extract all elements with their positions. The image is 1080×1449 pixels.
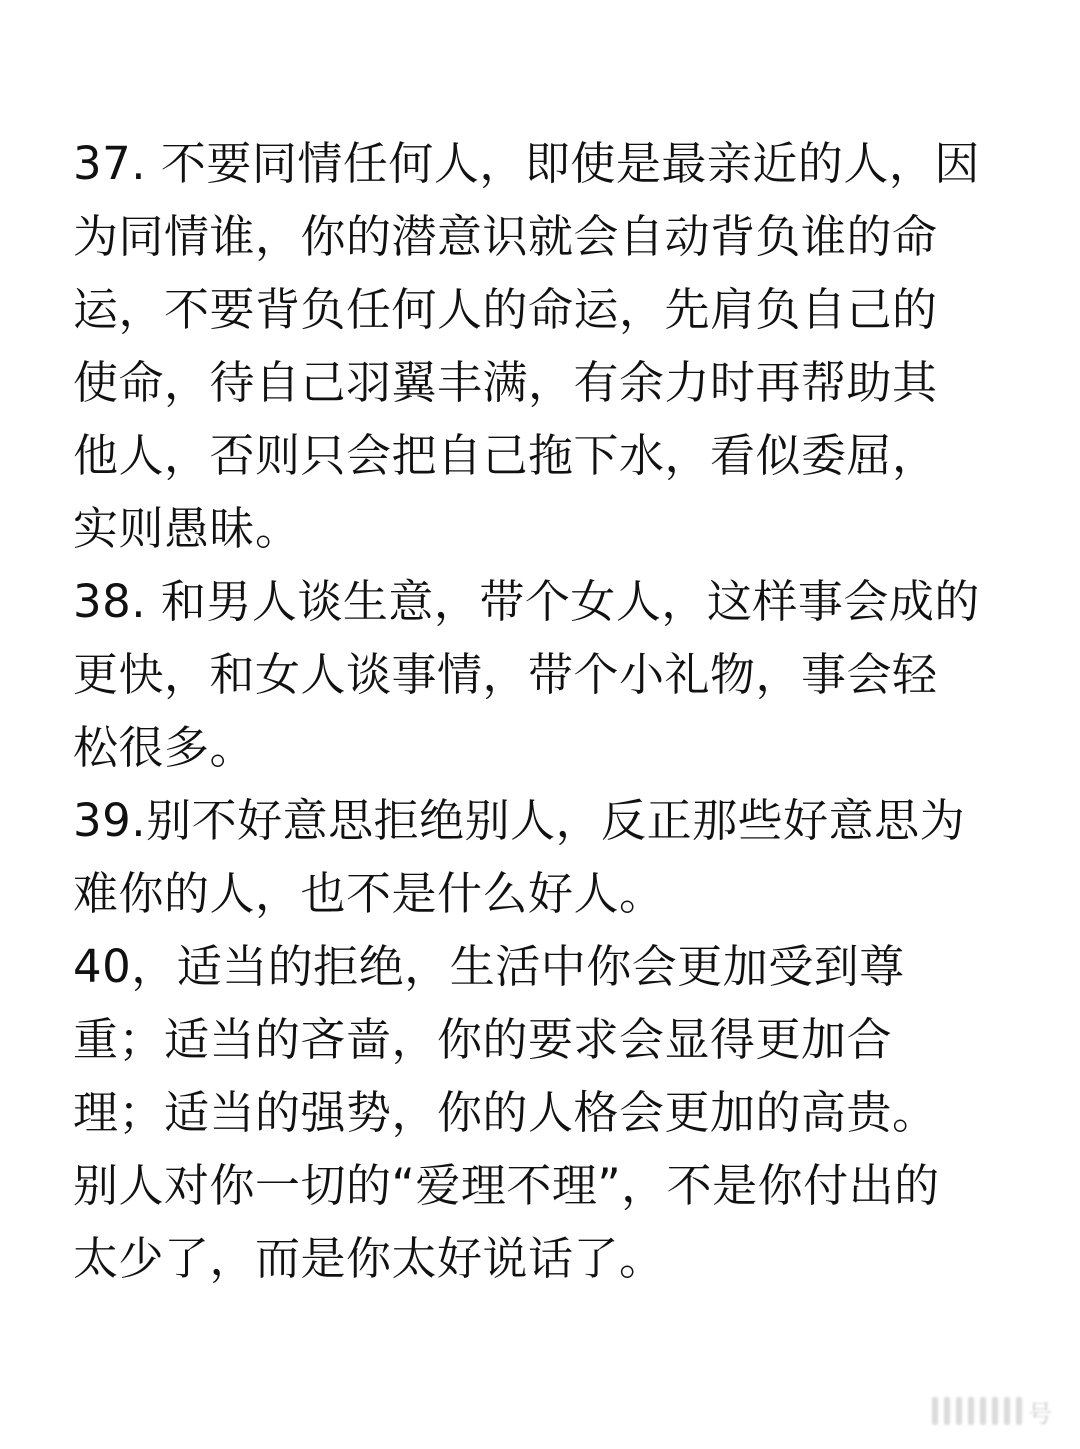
text-line: 使命，待自己羽翼丰满，有余力时再帮助其 xyxy=(73,356,938,409)
article-text xyxy=(73,127,1013,1295)
text-line: 40，适当的拒绝，生活中你会更加受到尊 xyxy=(73,940,905,993)
watermark-bar xyxy=(956,1397,962,1425)
text-line: 38. 和男人谈生意，带个女人，这样事会成的 xyxy=(73,575,980,628)
text-line: 37. 不要同情任何人，即使是最亲近的人，因 xyxy=(73,137,980,190)
text-line: 他人，否则只会把自己拖下水，看似委屈， xyxy=(73,429,938,482)
watermark-bar xyxy=(932,1397,938,1425)
watermark-text: 号 xyxy=(1028,1399,1052,1428)
watermark-bar xyxy=(944,1397,950,1425)
text-line: 理；适当的强势，你的人格会更加的高贵。 xyxy=(73,1086,938,1139)
watermark-bar xyxy=(1016,1397,1022,1425)
text-line: 别人对你一切的“爱理不理”，不是你付出的 xyxy=(73,1159,940,1212)
watermark-bar xyxy=(992,1397,998,1425)
watermark-bar xyxy=(980,1397,986,1425)
text-line: 松很多。 xyxy=(73,721,256,774)
watermark-bar xyxy=(1004,1397,1010,1425)
watermark xyxy=(932,1393,1052,1429)
text-line: 为同情谁，你的潜意识就会自动背负谁的命 xyxy=(73,210,938,263)
text-line: 重；适当的吝啬，你的要求会显得更加合 xyxy=(73,1013,893,1066)
text-line: 39.别不好意思拒绝别人，反正那些好意思为 xyxy=(73,794,966,847)
text-line: 实则愚昧。 xyxy=(73,502,301,555)
text-line: 太少了，而是你太好说话了。 xyxy=(73,1232,665,1285)
text-line: 更快，和女人谈事情，带个小礼物，事会轻 xyxy=(73,648,938,701)
watermark-bar xyxy=(968,1397,974,1425)
text-line: 难你的人，也不是什么好人。 xyxy=(73,867,665,920)
text-line: 运，不要背负任何人的命运，先肩负自己的 xyxy=(73,283,938,336)
